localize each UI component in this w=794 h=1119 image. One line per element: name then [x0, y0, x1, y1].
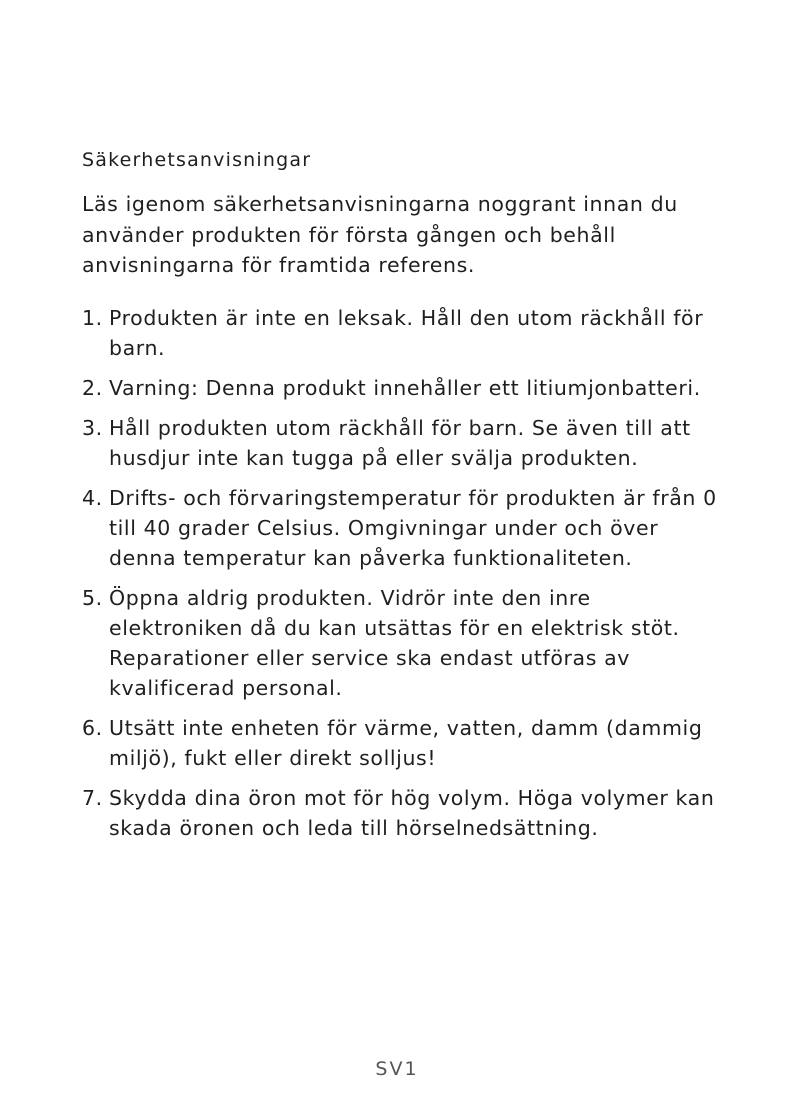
- page-title: Säkerhetsanvisningar: [82, 149, 312, 171]
- list-item: [82, 583, 722, 703]
- list-item-number: 6.: [82, 715, 103, 740]
- list-item: [82, 413, 722, 473]
- list-item: [82, 483, 722, 573]
- list-item-text: Öppna aldrig produkten. Vidrör inte den inre elektroniken då du kan utsättas för en elektrisk stöt. Reparationer eller service ska endast utföras av kvalificerad personal.: [109, 585, 680, 700]
- list-item-text: Utsätt inte enheten för värme, vatten, damm (dammig miljö), fukt eller direkt solljus!: [109, 715, 703, 770]
- list-item-text: Håll produkten utom räckhåll för barn. Se även till att husdjur inte kan tugga på eller svälja produkten.: [109, 415, 691, 470]
- list-item-text: Varning: Denna produkt innehåller ett litiumjonbatteri.: [109, 375, 701, 400]
- intro-paragraph: Läs igenom säkerhetsanvisningarna noggrant innan du använder produkten för första gången och behåll anvisningarna för framtida referens.: [82, 192, 678, 277]
- list-item: [82, 713, 722, 773]
- list-item: [82, 303, 722, 363]
- list-item: [82, 373, 709, 403]
- safety-instructions-list: [82, 303, 722, 843]
- page-number: SV1: [375, 1058, 419, 1080]
- list-item: [82, 783, 722, 843]
- list-item-number: 1.: [82, 305, 103, 330]
- list-item-text: Produkten är inte en leksak. Håll den utom räckhåll för barn.: [109, 305, 704, 360]
- list-item-number: 3.: [82, 415, 103, 440]
- list-item-number: 2.: [82, 375, 103, 400]
- list-item-number: 5.: [82, 585, 103, 610]
- list-item-number: 7.: [82, 785, 103, 810]
- list-item-text: Drifts- och förvaringstemperatur för produkten är från 0 till 40 grader Celsius. Omgivningar under och över denna temperatur kan påverka funktionaliteten.: [109, 485, 717, 570]
- list-item-text: Skydda dina öron mot för hög volym. Höga volymer kan skada öronen och leda till hörselnedsättning.: [109, 785, 715, 840]
- document-body: [82, 146, 722, 853]
- list-item-number: 4.: [82, 485, 103, 510]
